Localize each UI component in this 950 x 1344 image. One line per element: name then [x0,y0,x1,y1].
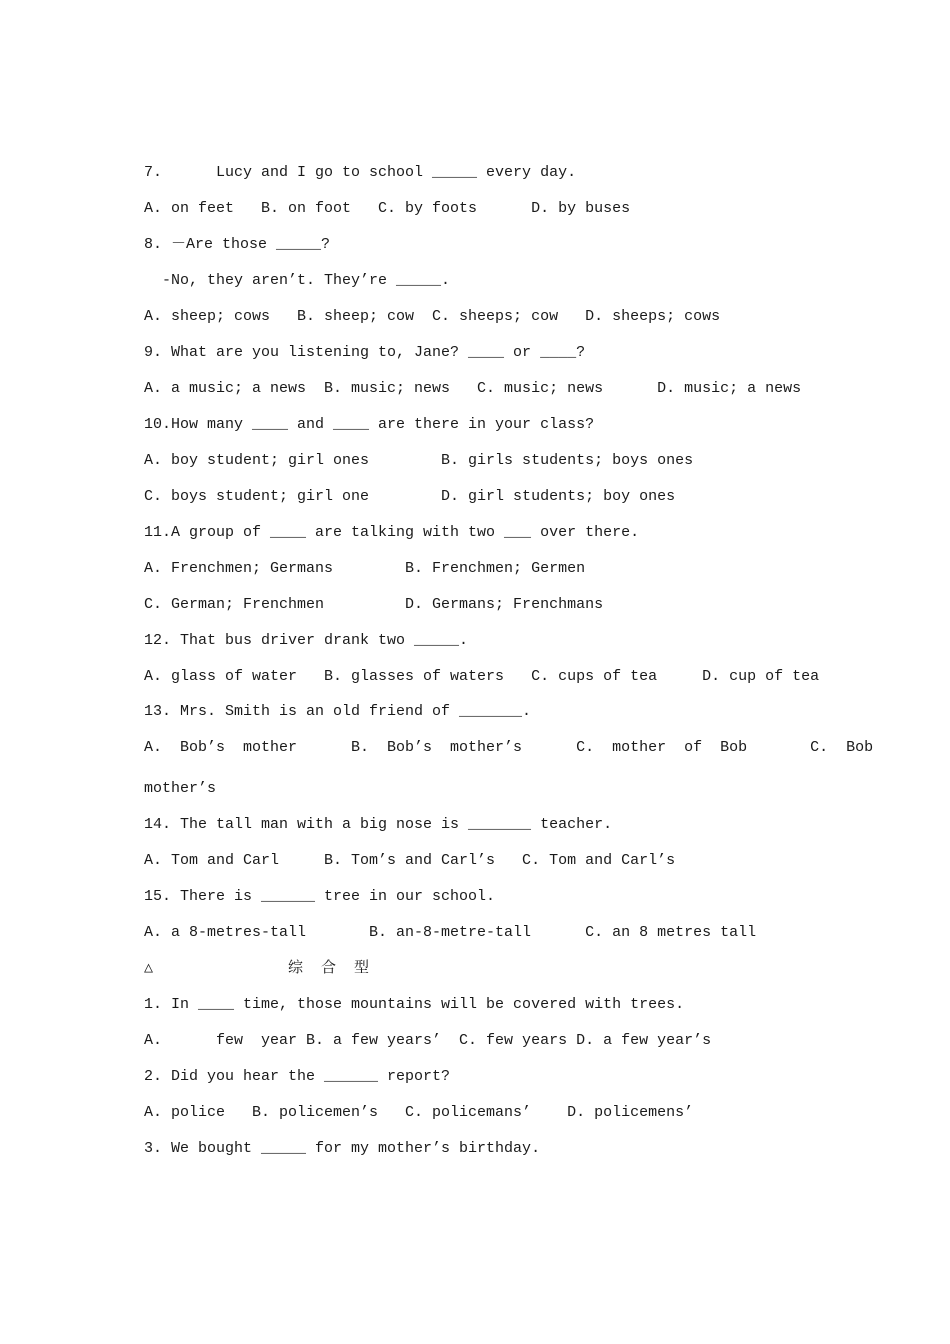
question-13-options: A. Bob’s mother B. Bob’s mother’s C. mother of Bob C. Bob [144,739,874,756]
section-heading: △ 综 合 型 [144,960,370,977]
question-10-options-ab: A. boy student; girl ones B. girls students; boys ones [144,452,694,469]
question-14-options: A. Tom and Carl B. Tom’s and Carl’s C. Tom and Carl’s [144,852,676,869]
question-11-options-ab: A. Frenchmen; Germans B. Frenchmen; Germen [144,560,586,577]
question-8-reply: -No, they aren’t. They’re _____. [144,272,451,289]
question-7-options: A. on feet B. on foot C. by foots D. by buses [144,200,631,217]
question-11-options-cd: C. German; Frenchmen D. Germans; Frenchmans [144,596,604,613]
question-8: 8. －Are those _____? [144,236,331,253]
question-13-options-cont: mother’s [144,780,217,797]
section2-question-2-options: A. police B. policemen’s C. policemans’ D. policemens’ [144,1104,694,1121]
question-7: 7. Lucy and I go to school _____ every day. [144,164,577,181]
question-8-options: A. sheep; cows B. sheep; cow C. sheeps; cow D. sheeps; cows [144,308,721,325]
question-10: 10.How many ____ and ____ are there in your class? [144,416,595,433]
question-12: 12. That bus driver drank two _____. [144,632,469,649]
question-15-options: A. a 8-metres-tall B. an-8-metre-tall C. an 8 metres tall [144,924,757,941]
question-10-options-cd: C. boys student; girl one D. girl students; boy ones [144,488,676,505]
question-14: 14. The tall man with a big nose is _______ teacher. [144,816,613,833]
section2-question-2: 2. Did you hear the ______ report? [144,1068,451,1085]
section2-question-3: 3. We bought _____ for my mother’s birthday. [144,1140,541,1157]
section2-question-1: 1. In ____ time, those mountains will be covered with trees. [144,996,685,1013]
question-12-options: A. glass of water B. glasses of waters C. cups of tea D. cup of tea [144,668,820,685]
question-11: 11.A group of ____ are talking with two ___ over there. [144,524,640,541]
question-13: 13. Mrs. Smith is an old friend of _______. [144,703,532,720]
question-9: 9. What are you listening to, Jane? ____ or ____? [144,344,586,361]
section2-question-1-options: A. few year B. a few years’ C. few years D. a few year’s [144,1032,712,1049]
question-9-options: A. a music; a news B. music; news C. music; news D. music; a news [144,380,802,397]
question-15: 15. There is ______ tree in our school. [144,888,496,905]
